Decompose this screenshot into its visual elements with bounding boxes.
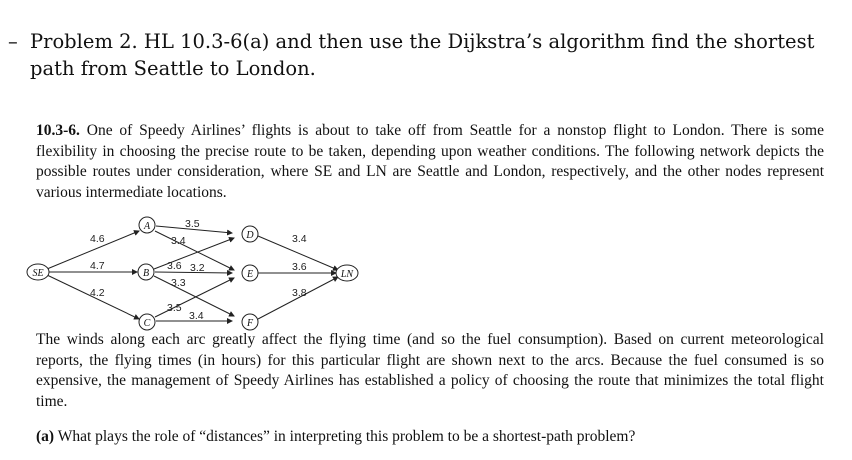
weight-se-b: 4.7 — [90, 260, 105, 272]
node-a-label: A — [143, 221, 151, 232]
part-a-label: (a) — [36, 428, 55, 445]
weight-a-e: 3.4 — [171, 235, 186, 247]
node-ln-label: LN — [340, 269, 354, 280]
part-a-text: What plays the role of “distances” in interpreting this problem to be a shortest-path problem? — [57, 428, 636, 445]
heading-line-1: Problem 2. HL 10.3-6(a) and then use the Dijkstra’s algorithm find the shortest — [30, 30, 815, 53]
problem-statement — [36, 121, 824, 203]
node-b-label: B — [142, 268, 150, 279]
part-a-question — [36, 427, 824, 448]
weight-e-ln: 3.6 — [292, 261, 307, 273]
problem-text: One of Speedy Airlines’ flights is about to take off from Seattle for a nonstop flight to London. There is some flexibility in choosing the precise route to be taken, depending upon weather conditions. The following network depicts the possible routes under consideration, where SE and LN are Seattle and London, respectively, and the other nodes represent various intermediate locations. — [36, 122, 824, 201]
node-e-label: E — [246, 269, 254, 280]
node-c-label: C — [143, 318, 151, 329]
heading-line-2: path from Seattle to London. — [30, 57, 316, 80]
node-se-label: SE — [32, 268, 44, 279]
weight-a-d: 3.5 — [185, 218, 200, 230]
problem-heading — [8, 28, 828, 82]
weight-d-ln: 3.4 — [292, 233, 307, 245]
heading-dash: – — [8, 30, 18, 53]
weight-b-d: 3.6 — [167, 260, 182, 272]
node-d-label: D — [246, 230, 254, 241]
weight-c-f: 3.4 — [189, 310, 204, 322]
weight-b-f: 3.3 — [171, 277, 186, 289]
route-network-diagram — [26, 212, 386, 332]
flight-times-paragraph: The winds along each arc greatly affect the flying time (and so the fuel consumption). Based on current meteorological reports, the flying times (in hours) for this particular flight are shown next to the arcs. Because the fuel consumed is so expensive, the management of Speedy Airlines has established a policy of choosing the route that minimizes the total flight time. — [36, 331, 824, 410]
weight-b-e: 3.2 — [190, 262, 205, 274]
weight-se-a: 4.6 — [90, 233, 105, 245]
node-f-label: F — [246, 318, 254, 329]
weight-c-e: 3.5 — [167, 302, 182, 314]
weight-se-c: 4.2 — [90, 287, 105, 299]
problem-number: 10.3-6. — [36, 122, 80, 139]
weight-f-ln: 3.8 — [292, 287, 307, 299]
